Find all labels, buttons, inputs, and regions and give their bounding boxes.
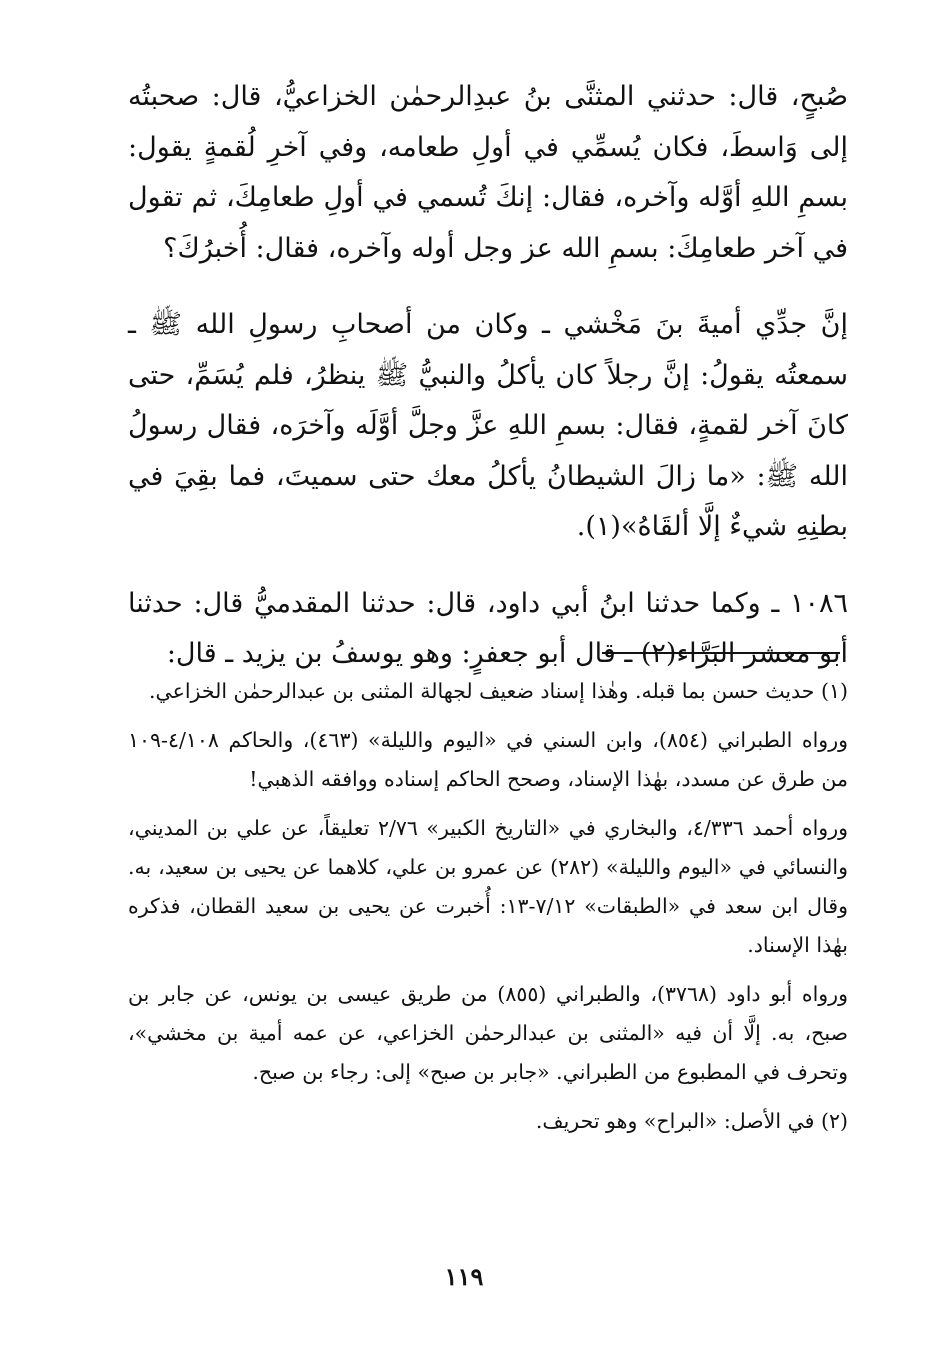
page-number: ١١٩ xyxy=(444,1262,484,1291)
main-text xyxy=(128,72,848,680)
paragraph: صُبحٍ، قال: حدثني المثنَّى بنُ عبدِالرحمٰن الخزاعيُّ، قال: صحبتُه إلى وَاسطَ، فكان يُسمِّي في أولِ طعامه، وفي آخرِ لُقمةٍ يقول: بسمِ اللهِ أوَّله وآخره، فقال: إنكَ تُسمي في أولِ طعامِكَ، ثم تقول في آخر طعامِكَ: بسمِ الله عز وجل أوله وآخره، فقال: أُخبرُكَ؟ xyxy=(128,81,848,264)
footnotes xyxy=(128,672,848,1151)
footnote-2: (٢) في الأصل: «البراح» وهو تحريف. xyxy=(535,1109,848,1133)
footnote-divider xyxy=(602,652,840,654)
hadith-paragraph: ١٠٨٦ ـ وكما حدثنا ابنُ أبي داود، قال: حدثنا المقدميُّ قال: حدثنا أبو معشر البَرَّاء(٢) ـ قال أبو جعفرٍ: وهو يوسفُ بن يزيد ـ قال: xyxy=(128,587,848,669)
footnote-1-continued: ورواه الطبراني (٨٥٤)، وابن السني في «اليوم والليلة» (٤٦٣)، والحاكم ٤/١٠٨-١٠٩ من طرق عن مسدد، بهٰذا الإسناد، وصحح الحاكم إسناده ووافقه الذهبي! xyxy=(128,728,849,791)
footnote-1-continued: ورواه أحمد ٤/٣٣٦، والبخاري في «التاريخ الكبير» ٢/٧٦ تعليقاً، عن علي بن المديني، والنسائي في «اليوم والليلة» (٢٨٢) عن عمرو بن علي، كلاهما عن يحيى بن سعيد، به. وقال ابن سعد في «الطبقات» ٧/١٢-١٣: أُخبرت عن يحيى بن سعيد القطان، فذكره بهٰذا الإسناد. xyxy=(128,816,848,957)
paragraph: إنَّ جدِّي أميةَ بنَ مَخْشي ـ وكان من أصحابِ رسولِ الله ﷺ ـ سمعتُه يقولُ: إنَّ رجلاً كان يأكلُ والنبيُّ ﷺ ينظرُ، فلم يُسَمِّ، حتى كانَ آخر لقمةٍ، فقال: بسمِ اللهِ عزَّ وجلَّ أوَّلَه وآخرَه، فقال رسولُ الله ﷺ: «ما زالَ الشيطانُ يأكلُ معك حتى سميتَ، فما بقِيَ في بطنِهِ شيءٌ إلَّا ألقَاهُ»(١). xyxy=(128,309,848,542)
footnote-1-continued: ورواه أبو داود (٣٧٦٨)، والطبراني (٨٥٥) من طريق عيسى بن يونس، عن جابر بن صبح، به. إلَّا أن فيه «المثنى بن عبدالرحمٰن الخزاعي، عن عمه أمية بن مخشي»، وتحرف في المطبوع من الطبراني. «جابر بن صبح» إلى: رجاء بن صبح. xyxy=(128,982,848,1084)
footnote-1: (١) حديث حسن بما قبله. وهٰذا إسناد ضعيف لجهالة المثنى بن عبدالرحمٰن الخزاعي. xyxy=(149,679,848,703)
